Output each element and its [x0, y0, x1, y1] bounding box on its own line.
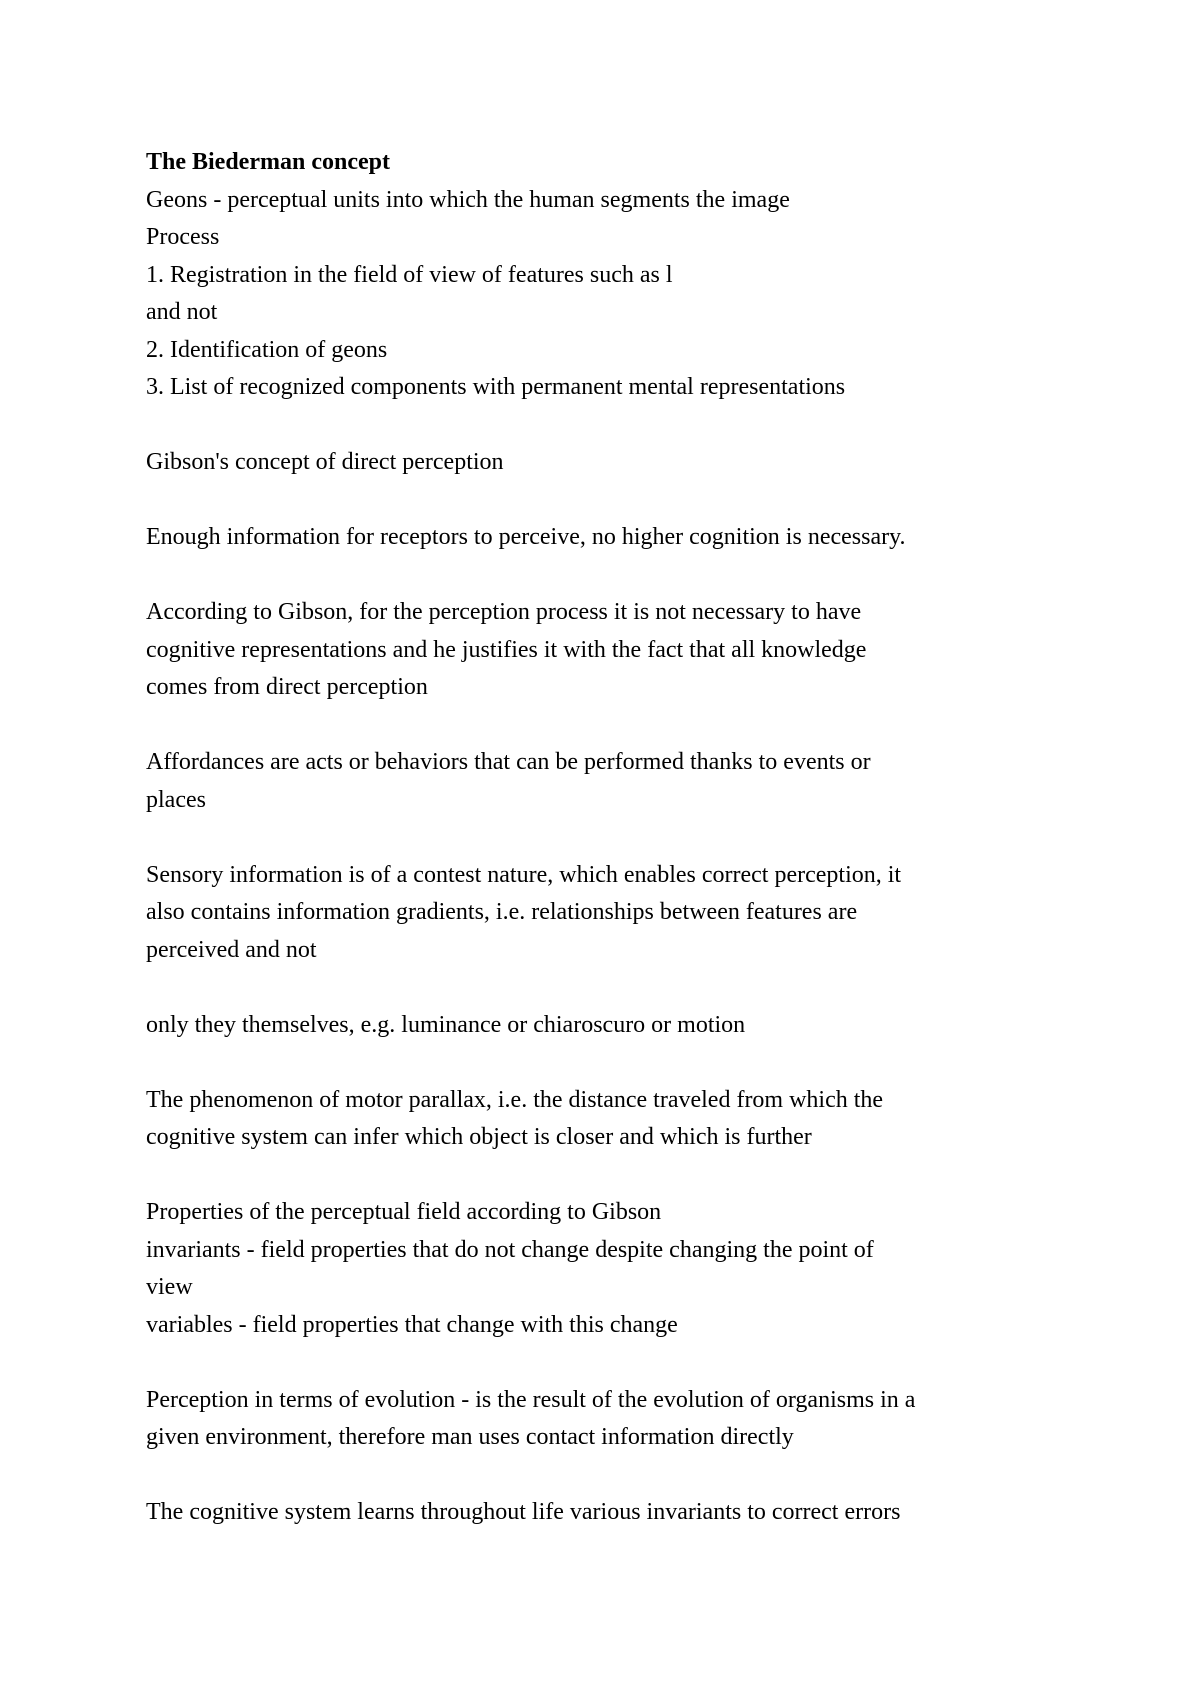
text-line: According to Gibson, for the perception process it is not necessary to have — [146, 599, 862, 625]
blank-line — [146, 707, 1066, 745]
blank-line — [146, 969, 1066, 1007]
text-line: places — [146, 786, 206, 813]
document-title: The Biederman concept — [146, 149, 390, 175]
text-line: cognitive representations and he justifies it with the fact that all knowledge — [146, 636, 867, 663]
text-line: 3. List of recognized components with permanent mental representations — [146, 374, 846, 400]
text-line: given environment, therefore man uses contact information directly — [146, 1424, 794, 1450]
blank-line — [146, 1157, 1066, 1195]
blank-line — [146, 819, 1066, 857]
blank-line — [146, 407, 1066, 445]
text-line: comes from direct perception — [146, 674, 428, 700]
blank-line — [146, 482, 1066, 520]
text-line: view — [146, 1274, 193, 1300]
text-line: Process — [146, 224, 220, 250]
text-line: Enough information for receptors to perceive, no higher cognition is necessary. — [146, 524, 906, 550]
text-line: Perception in terms of evolution - is the result of the evolution of organisms in a — [146, 1386, 916, 1413]
text-line: Properties of the perceptual field according to Gibson — [146, 1199, 662, 1225]
text-line: invariants - field properties that do not change despite changing the point of — [146, 1236, 874, 1263]
text-line: Affordances are acts or behaviors that can be performed thanks to events or — [146, 749, 871, 775]
text-line: also contains information gradients, i.e. relationships between features are — [146, 899, 858, 925]
text-line: Gibson's concept of direct perception — [146, 449, 504, 475]
text-line: Geons - perceptual units into which the human segments the image — [146, 186, 790, 213]
text-line: The phenomenon of motor parallax, i.e. the distance traveled from which the — [146, 1086, 884, 1113]
text-line: and not — [146, 299, 218, 325]
blank-line — [146, 1457, 1066, 1495]
blank-line — [146, 1344, 1066, 1382]
document-lines — [146, 182, 1066, 1532]
text-line: variables - field properties that change with this change — [146, 1311, 678, 1338]
text-line: only they themselves, e.g. luminance or chiaroscuro or motion — [146, 1011, 746, 1038]
text-line: cognitive system can infer which object is closer and which is further — [146, 1124, 812, 1150]
document-body — [146, 144, 1066, 1532]
text-line: Sensory information is of a contest nature, which enables correct perception, it — [146, 861, 902, 888]
blank-line — [146, 557, 1066, 595]
text-line: The cognitive system learns throughout life various invariants to correct errors — [146, 1499, 901, 1525]
blank-line — [146, 1044, 1066, 1082]
text-line: perceived and not — [146, 936, 317, 963]
text-line: 1. Registration in the field of view of features such as l — [146, 261, 673, 288]
text-line: 2. Identification of geons — [146, 336, 388, 363]
